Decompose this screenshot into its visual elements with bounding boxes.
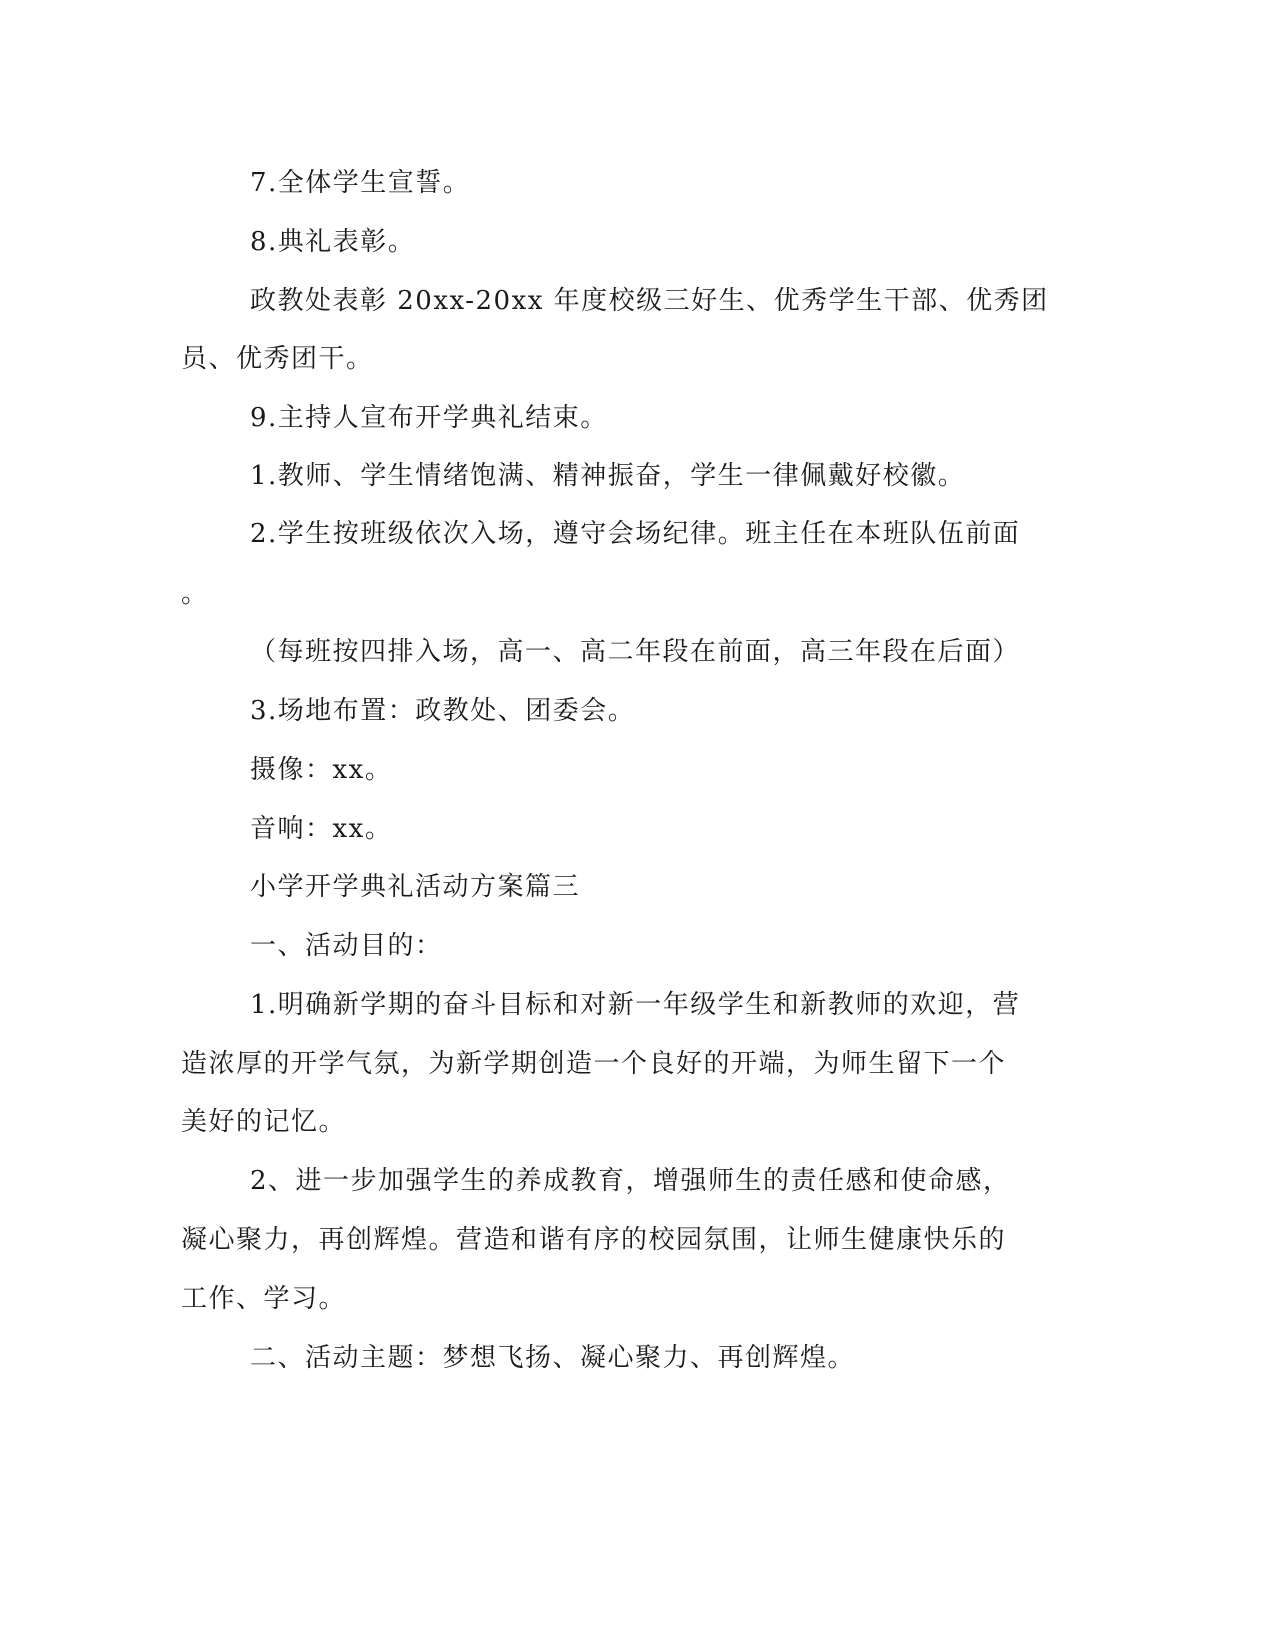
text-line: 1.明确新学期的奋斗目标和对新一年级学生和新教师的欢迎，营 — [250, 990, 1021, 1020]
text-line: 二、活动主题：梦想飞扬、凝心聚力、再创辉煌。 — [250, 1343, 856, 1373]
text-line: 9.主持人宣布开学典礼结束。 — [250, 403, 608, 433]
text-line: 造浓厚的开学气氛，为新学期创造一个良好的开端，为师生留下一个 — [181, 1049, 1007, 1079]
text-line: （每班按四排入场，高一、高二年段在前面，高三年段在后面） — [250, 637, 1021, 667]
text-line: 。 — [181, 579, 209, 609]
text-line: 1.教师、学生情绪饱满、精神振奋，学生一律佩戴好校徽。 — [250, 461, 966, 491]
text-line: 员、优秀团干。 — [181, 344, 374, 374]
text-line: 摄像：xx。 — [250, 755, 393, 785]
text-line: 2.学生按班级依次入场，遵守会场纪律。班主任在本班队伍前面 — [250, 519, 1021, 549]
text-line: 工作、学习。 — [181, 1284, 347, 1314]
text-line: 凝心聚力，再创辉煌。营造和谐有序的校园氛围，让师生健康快乐的 — [181, 1225, 1007, 1255]
text-line: 2、进一步加强学生的养成教育，增强师生的责任感和使命感， — [250, 1166, 1011, 1196]
text-line: 3.场地布置：政教处、团委会。 — [250, 696, 636, 726]
text-line: 美好的记忆。 — [181, 1107, 347, 1137]
text-line: 政教处表彰 20xx-20xx 年度校级三好生、优秀学生干部、优秀团 — [250, 286, 1049, 316]
text-line: 音响：xx。 — [250, 814, 393, 844]
text-line: 一、活动目的： — [250, 931, 443, 961]
text-line: 8.典礼表彰。 — [250, 227, 416, 257]
section-heading: 小学开学典礼活动方案篇三 — [250, 872, 581, 902]
text-line: 7.全体学生宣誓。 — [250, 168, 471, 198]
